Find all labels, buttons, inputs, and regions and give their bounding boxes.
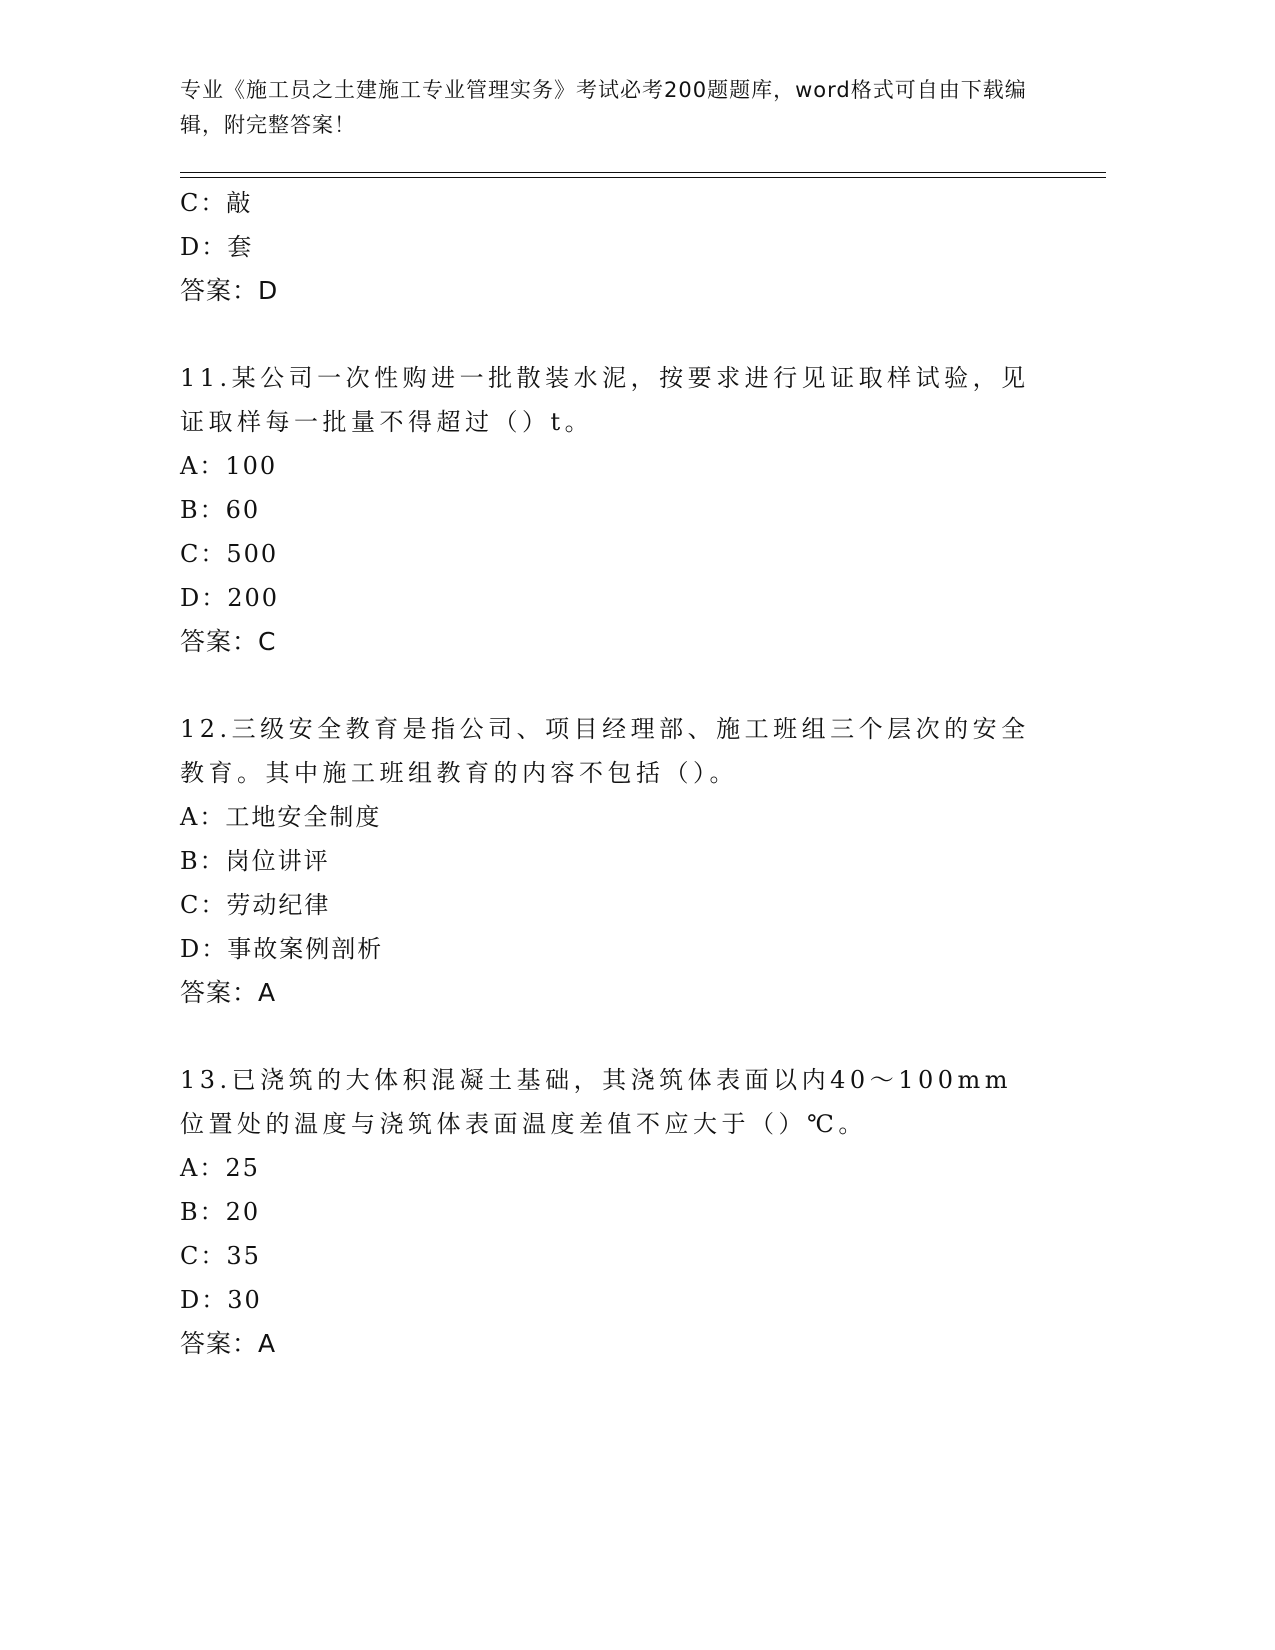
option-label: C： [180,1242,227,1270]
question-block-partial [180,181,1040,313]
option-label: B： [180,847,226,875]
document-header: 专业《施工员之土建施工专业管理实务》考试必考200题题库，word格式可自由下载编辑，附完整答案！ [180,78,1027,137]
question-stem: 12.三级安全教育是指公司、项目经理部、施工班组三个层次的安全教育。其中施工班组教育的内容不包括（）。 [180,715,1030,787]
option-row [180,1234,1040,1278]
option-label: D： [180,1286,228,1314]
option-row [180,488,1040,532]
option-label: C： [180,189,227,217]
option-text: 30 [227,1286,262,1314]
option-text: 事故案例剖析 [227,935,384,963]
header-rule-top [180,172,1106,173]
option-text: 500 [226,540,279,568]
spacer [180,1015,1040,1058]
option-label: A： [180,803,226,831]
option-row [180,444,1040,488]
option-row [180,576,1040,620]
question-block [180,356,1040,664]
option-text: 100 [225,452,278,480]
option-row [180,532,1040,576]
spacer [180,313,1040,356]
option-row [180,225,1040,269]
option-label: A： [180,1154,226,1182]
option-label: B： [180,1198,226,1226]
option-text: 套 [227,233,254,261]
option-label: C： [180,540,227,568]
answer-line: 答案：A [180,978,277,1007]
option-text: 岗位讲评 [225,847,330,875]
option-label: A： [180,452,226,480]
option-row [180,1190,1040,1234]
option-text: 敲 [226,189,253,217]
question-stem: 13.已浇筑的大体积混凝土基础，其浇筑体表面以内40～100mm位置处的温度与浇筑体表面温度差值不应大于（）℃。 [180,1066,1013,1138]
option-text: 35 [226,1242,261,1270]
question-block [180,707,1040,1015]
option-row [180,839,1040,883]
option-row [180,1146,1040,1190]
question-stem: 11.某公司一次性购进一批散装水泥，按要求进行见证取样试验，见证取样每一批量不得超过（）t。 [180,364,1030,436]
option-label: C： [180,891,227,919]
option-text: 25 [225,1154,260,1182]
answer-line: 答案：A [180,1329,277,1358]
answer-line: 答案：D [180,276,279,305]
option-row [180,883,1040,927]
option-label: D： [180,935,228,963]
option-label: D： [180,584,228,612]
option-text: 200 [227,584,280,612]
option-row [180,181,1040,225]
option-label: B： [180,496,226,524]
option-text: 工地安全制度 [225,803,382,831]
option-text: 60 [225,496,261,524]
header-rule-bottom [180,177,1106,178]
question-block [180,1058,1040,1366]
option-text: 劳动纪律 [226,891,331,919]
option-row [180,1278,1040,1322]
option-row [180,927,1040,971]
question-list [180,181,1040,1366]
option-row [180,795,1040,839]
option-label: D： [180,233,228,261]
option-text: 20 [225,1198,261,1226]
spacer [180,664,1040,707]
answer-line: 答案：C [180,627,277,656]
